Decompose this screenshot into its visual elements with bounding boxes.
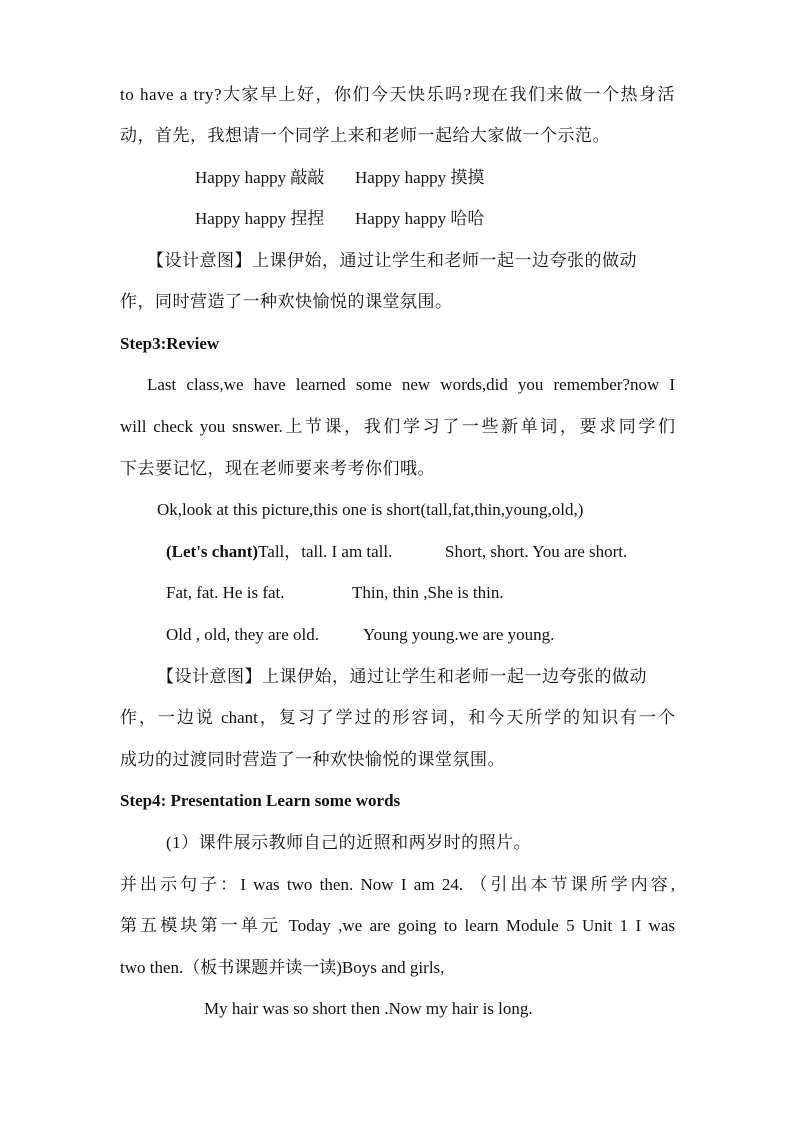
chant-label: (Let's chant) (166, 542, 259, 561)
paragraph-line: Last class,we have learned some new words,did you remember?now I (147, 375, 675, 394)
paragraph-line: 下去要记忆，现在老师要来考考你们哦。 (120, 459, 435, 478)
design-intent-line: 【设计意图】上课伊始，通过让学生和老师一起一边夸张的做动 (157, 667, 647, 686)
chant-line: Old , old, they are old. (166, 625, 319, 644)
warmup-line: Happy happy 捏捏 (195, 209, 325, 228)
paragraph-line: two then.（板书课题并读一读)Boys and girls, (120, 958, 445, 977)
chant-line: Fat, fat. He is fat. (166, 583, 285, 602)
design-intent-line: 【设计意图】上课伊始，通过让学生和老师一起一边夸张的做动 (147, 251, 637, 270)
paragraph-line: Ok,look at this picture,this one is short(tall,fat,thin,young,old,) (157, 500, 584, 519)
design-intent-line: 作，一边说 chant，复习了学过的形容词，和今天所学的知识有一个 (120, 708, 675, 727)
warmup-line: Happy happy 摸摸 (355, 168, 485, 187)
paragraph-line: 动，首先，我想请一个同学上来和老师一起给大家做一个示范。 (120, 126, 610, 145)
paragraph-line: 并出示句子：I was two then. Now I am 24. （引出本节课所学内容, (120, 875, 675, 894)
chant-line: Young young.we are young. (363, 625, 555, 644)
chant-line (166, 541, 392, 563)
paragraph-line: My hair was so short then .Now my hair is long. (204, 999, 533, 1018)
chant-text: Tall，tall. I am tall. (258, 542, 393, 561)
paragraph-line: will check you snswer.上节课，我们学习了一些新单词，要求同学们 (120, 417, 675, 436)
chant-line: Short, short. You are short. (445, 542, 628, 561)
warmup-line: Happy happy 哈哈 (355, 209, 485, 228)
step3-heading: Step3:Review (120, 334, 220, 353)
paragraph-line: to have a try?大家早上好，你们今天快乐吗?现在我们来做一个热身活 (120, 85, 675, 104)
step4-heading: Step4: Presentation Learn some words (120, 791, 401, 810)
paragraph-line: 第五模块第一单元 Today ,we are going to learn Module 5 Unit 1 I was (120, 916, 675, 935)
chant-line: Thin, thin ,She is thin. (352, 583, 504, 602)
warmup-line: Happy happy 敲敲 (195, 168, 325, 187)
paragraph-line: (1）课件展示教师自己的近照和两岁时的照片。 (166, 833, 532, 852)
design-intent-line: 作，同时营造了一种欢快愉悦的课堂氛围。 (120, 292, 453, 311)
design-intent-line: 成功的过渡同时营造了一种欢快愉悦的课堂氛围。 (120, 750, 505, 769)
